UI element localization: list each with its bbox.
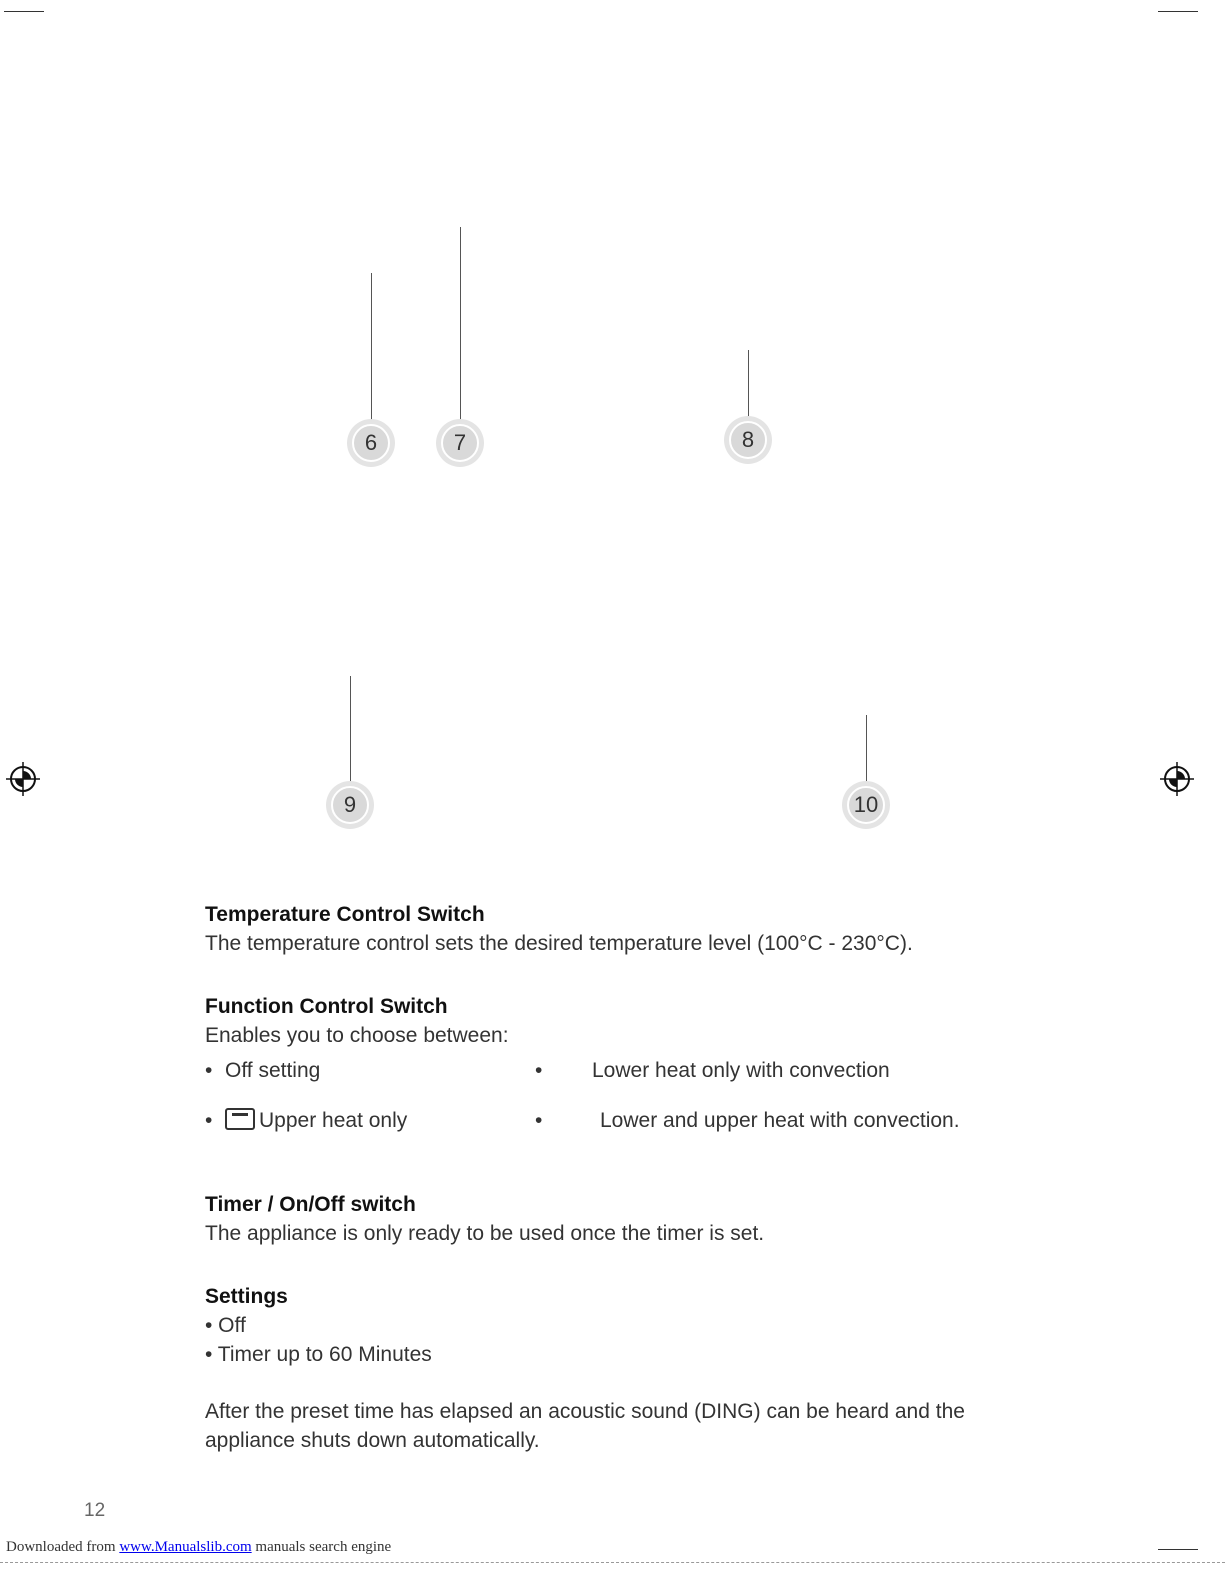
timer-section: [205, 1190, 1105, 1248]
upper-heat-oven-icon: [225, 1108, 255, 1130]
leader-line-10: [866, 715, 867, 783]
footer-suffix: manuals search engine: [251, 1539, 392, 1555]
callout-8-label: 8: [729, 421, 767, 459]
leader-line-6: [371, 273, 372, 420]
option-label: Lower and upper heat with convection.: [600, 1109, 960, 1132]
registration-mark-icon: [6, 762, 40, 796]
leader-line-8: [748, 350, 749, 418]
temperature-heading: Temperature Control Switch: [205, 903, 485, 926]
callout-9: [326, 781, 374, 829]
registration-mark-icon: [1160, 762, 1194, 796]
leader-line-7: [460, 227, 461, 420]
option-off-setting: [205, 1056, 320, 1085]
callout-9-label: 9: [331, 786, 369, 824]
footer-divider: [0, 1562, 1225, 1563]
crop-mark-top-left: [4, 11, 44, 12]
function-section: [205, 992, 1105, 1168]
callout-7-label: 7: [441, 424, 479, 462]
bullet: •: [205, 1059, 213, 1082]
timer-text: The appliance is only ready to be used once the timer is set.: [205, 1222, 765, 1245]
bullet: •: [205, 1109, 213, 1132]
option-upper-heat: [205, 1106, 407, 1135]
settings-heading: Settings: [205, 1285, 288, 1308]
crop-mark-top-right: [1158, 11, 1198, 12]
callout-6: [347, 419, 395, 467]
crop-mark-bottom-right: [1158, 1549, 1198, 1550]
bullet: •: [535, 1109, 543, 1132]
page-number: 12: [84, 1500, 106, 1521]
option-lower-convection: [535, 1056, 890, 1085]
temperature-text: The temperature control sets the desired temperature level (100°C - 230°C).: [205, 932, 913, 955]
settings-section: [205, 1282, 1105, 1369]
timer-heading: Timer / On/Off switch: [205, 1193, 416, 1216]
settings-item-timer: • Timer up to 60 Minutes: [205, 1343, 432, 1366]
callout-7: [436, 419, 484, 467]
manualslib-link[interactable]: www.Manualslib.com: [119, 1539, 252, 1555]
temperature-section: [205, 900, 1105, 958]
leader-line-9: [350, 676, 351, 782]
option-label: Off setting: [225, 1059, 321, 1082]
function-heading: Function Control Switch: [205, 995, 448, 1018]
option-label: Lower heat only with convection: [592, 1059, 890, 1082]
manual-content: [205, 900, 1105, 1455]
callout-6-label: 6: [352, 424, 390, 462]
bullet: •: [535, 1059, 543, 1082]
download-footer: [6, 1539, 391, 1556]
callout-10: [842, 781, 890, 829]
option-lower-upper-convection: [535, 1106, 960, 1135]
callout-10-label: 10: [847, 786, 885, 824]
callout-8: [724, 416, 772, 464]
closing-paragraph: After the preset time has elapsed an acoustic sound (DING) can be heard and the appliance shuts down automatically.: [205, 1400, 965, 1452]
function-options: [205, 1056, 1105, 1168]
settings-item-off: • Off: [205, 1314, 246, 1337]
footer-prefix: Downloaded from: [6, 1539, 120, 1555]
option-label: Upper heat only: [259, 1109, 408, 1132]
function-intro: Enables you to choose between:: [205, 1024, 509, 1047]
